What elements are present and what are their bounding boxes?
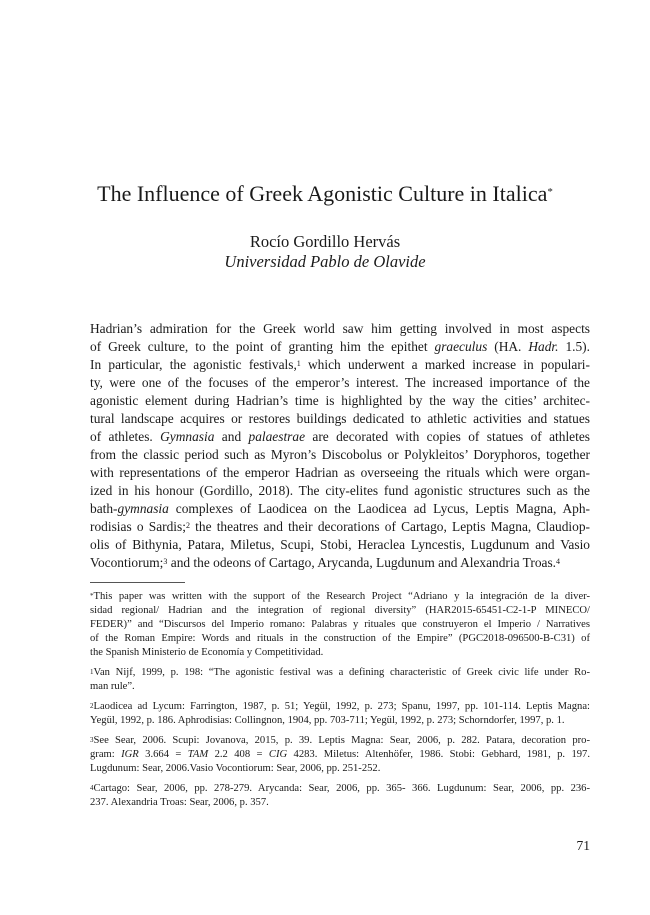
text-run: ized in his honour (Gordillo, 2018). The city-elites fund agonistic structures such as the bbox=[90, 483, 590, 498]
body-line bbox=[90, 374, 590, 392]
footnote-3 bbox=[90, 734, 590, 776]
text-run: which underwent a marked increase in populari- bbox=[300, 357, 590, 372]
text-run: 237. Alexandria Troas: Sear, 2006, p. 357. bbox=[90, 797, 269, 808]
footnote-line bbox=[90, 762, 590, 776]
footnote-line bbox=[90, 618, 590, 632]
footnote-line bbox=[90, 734, 590, 748]
text-run: ty, were one of the focuses of the emperor’s interest. The increased importance of the bbox=[90, 375, 590, 390]
body-line bbox=[90, 536, 590, 554]
footnote-line bbox=[90, 590, 590, 604]
body-line bbox=[90, 482, 590, 500]
text-run: Hadrian’s admiration for the Greek world saw him getting involved in most aspects bbox=[90, 321, 590, 336]
text-run: of Greek culture, to the point of granting him the epithet bbox=[90, 339, 435, 354]
text-run: and the odeons of Cartago, Arycanda, Lugdunum and Alexandria Troas. bbox=[167, 555, 557, 570]
text-run: complexes of Laodicea on the Laodicea ad Lycus, Leptis Magna, Aph- bbox=[168, 501, 590, 516]
italic-term: graeculus bbox=[434, 339, 488, 354]
footnote-ref-4[interactable]: 4 bbox=[556, 557, 561, 566]
text-run: sidad regional/ Hadrian and the integration of regional diversity” (HAR2015-65451-C2-1-P MINECO/ bbox=[90, 605, 590, 616]
italic-term: Gymnasia bbox=[160, 429, 215, 444]
body-line bbox=[90, 428, 590, 446]
text-run: Vocontiorum; bbox=[90, 555, 164, 570]
body-line bbox=[90, 320, 590, 338]
footnote-4 bbox=[90, 782, 590, 810]
text-run: Lugdunum: Sear, 2006.Vasio Vocontiorum: Sear, 2006, pp. 251-252. bbox=[90, 763, 381, 774]
text-run: from the classic period such as Myron’s Discobolus or Polykleitos’ Doryphoros, together bbox=[90, 447, 590, 462]
footnote-line bbox=[90, 604, 590, 618]
author-affiliation: Universidad Pablo de Olavide bbox=[224, 252, 426, 271]
text-run: with representations of the emperor Hadrian as overseeing the rituals which were organ- bbox=[90, 465, 590, 480]
page-number: 71 bbox=[576, 838, 590, 853]
body-line bbox=[90, 464, 590, 482]
paper-title bbox=[60, 180, 590, 208]
italic-abbrev: TAM bbox=[187, 749, 209, 760]
footnote-ref-3[interactable]: 3 bbox=[163, 557, 168, 566]
footnote-line bbox=[90, 666, 590, 680]
italic-term: gymnasia bbox=[117, 501, 169, 516]
text-run: 2.2 408 = bbox=[208, 749, 269, 760]
title-text: The Influence of Greek Agonistic Culture in Italica bbox=[97, 181, 548, 206]
text-run: are decorated with copies of statues of athletes bbox=[305, 429, 590, 444]
footnotes bbox=[90, 590, 590, 816]
body-line bbox=[90, 500, 590, 518]
text-run: of the Roman Empire: Words and rituals in the construction of the Empire” (PGC2018-096500-B-C31) of bbox=[90, 633, 590, 644]
body-line bbox=[90, 392, 590, 410]
body-line bbox=[90, 446, 590, 464]
footnote-line bbox=[90, 700, 590, 714]
text-run: the theatres and their decorations of Cartago, Leptis Magna, Claudiop- bbox=[189, 519, 590, 534]
footnote-star bbox=[90, 590, 590, 660]
text-run: See Sear, 2006. Scupi: Jovanova, 2015, p. 39. Leptis Magna: Sear, 2006, p. 282. Patara, decoration pro- bbox=[93, 735, 590, 746]
text-run: Yegül, 1992, p. 186. Aphrodisias: Collingnon, 1904, pp. 703-711; Yegül, 1992, p. 273; Schorndorfer, 1997, p. 1. bbox=[90, 715, 565, 726]
footnote-ref-1[interactable]: 1 bbox=[296, 359, 301, 368]
text-run: man rule”. bbox=[90, 681, 135, 692]
footnote-marker: 3 bbox=[90, 736, 94, 744]
footnote-line bbox=[90, 646, 590, 660]
text-run: 3.664 = bbox=[138, 749, 188, 760]
author-name: Rocío Gordillo Hervás bbox=[249, 232, 401, 251]
text-run: and bbox=[214, 429, 249, 444]
body-line bbox=[90, 410, 590, 428]
footnote-line bbox=[90, 680, 590, 694]
text-run: FEDER)” and “Discursos del Imperio romano: Palabras y rituales que construyeron el Imperio / Narratives bbox=[90, 619, 590, 630]
body-line bbox=[90, 518, 590, 536]
text-run: agonistic element during Hadrian’s time is highlighted by the way the cities’ architec- bbox=[90, 393, 590, 408]
text-run: Laodicea ad Lycum: Farrington, 1987, p. 51; Yegül, 1992, p. 273; Spanu, 1997, pp. 101-114. Leptis Magna: bbox=[93, 701, 590, 712]
text-run: In particular, the agonistic festivals, bbox=[90, 357, 297, 372]
body-line bbox=[90, 338, 590, 356]
body-paragraph bbox=[90, 320, 590, 572]
text-run: Cartago: Sear, 2006, pp. 278-279. Arycanda: Sear, 2006, pp. 365- 366. Lugdunum: Sear, 2006, pp. 236- bbox=[93, 783, 590, 794]
italic-term: palaestrae bbox=[248, 429, 306, 444]
footnote-line bbox=[90, 782, 590, 796]
footnote-marker: 4 bbox=[90, 784, 94, 792]
footnote-line bbox=[90, 632, 590, 646]
footnote-2 bbox=[90, 700, 590, 728]
text-run: olis of Bithynia, Patara, Miletus, Scupi, Stobi, Heraclea Lyncestis, Lugdunum and Vasio bbox=[90, 537, 590, 552]
title-footnote-marker[interactable]: * bbox=[547, 186, 553, 198]
text-run: the Spanish Ministerio de Economía y Competitividad. bbox=[90, 647, 324, 658]
text-run: of athletes. bbox=[90, 429, 161, 444]
footnote-line bbox=[90, 714, 590, 728]
text-run: tural landscape acquires or restores buildings dedicated to athletic activities and statues bbox=[90, 411, 590, 426]
footnote-divider bbox=[90, 582, 185, 583]
italic-abbrev: IGR bbox=[121, 749, 139, 760]
footnote-marker: 2 bbox=[90, 702, 94, 710]
text-run: 1.5). bbox=[558, 339, 590, 354]
text-run: Van Nijf, 1999, p. 198: “The agonistic festival was a defining characteristic of Greek civic life under Ro- bbox=[93, 667, 590, 678]
footnote-marker: 1 bbox=[90, 668, 94, 676]
text-run: 4283. Miletus: Altenhöfer, 1986. Stobi: Gebhard, 1981, p. 197. bbox=[287, 749, 590, 760]
body-line bbox=[90, 554, 590, 572]
footnote-1 bbox=[90, 666, 590, 694]
text-run: gram: bbox=[90, 749, 122, 760]
text-run: This paper was written with the support of the Research Project “Adriano y la integración de la diver- bbox=[93, 591, 590, 602]
text-run: (HA. bbox=[487, 339, 529, 354]
footnote-marker: * bbox=[90, 592, 94, 600]
italic-term: Hadr. bbox=[528, 339, 559, 354]
footnote-line bbox=[90, 748, 590, 762]
footnote-line bbox=[90, 796, 590, 810]
footnote-ref-2[interactable]: 2 bbox=[185, 521, 190, 530]
body-line bbox=[90, 356, 590, 374]
text-run: bath- bbox=[90, 501, 118, 516]
italic-abbrev: CIG bbox=[268, 749, 288, 760]
text-run: rodisias o Sardis; bbox=[90, 519, 186, 534]
